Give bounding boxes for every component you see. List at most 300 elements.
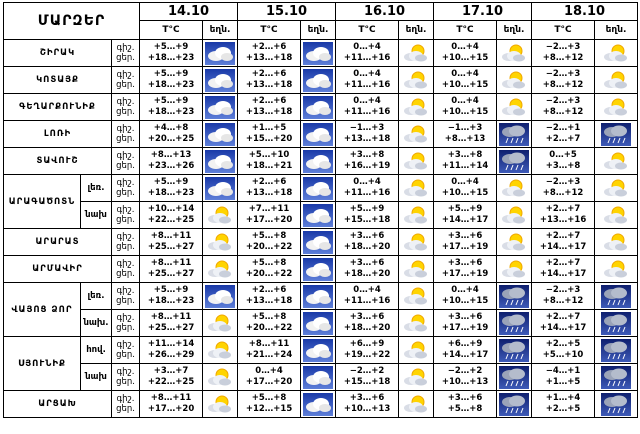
sun-cloud-icon — [595, 204, 637, 227]
temperature-cell — [434, 94, 497, 121]
night-temp: +4…+8 — [153, 123, 189, 133]
rain-cloud-icon — [595, 339, 637, 362]
day-label: ցեր. — [116, 80, 135, 90]
temp-col-header: T°C — [434, 21, 497, 40]
temperature-cell — [140, 94, 203, 121]
sun-cloud-icon — [203, 204, 237, 227]
sun-cloud-icon — [399, 231, 433, 254]
night-day-label — [112, 283, 140, 310]
temperature-cell — [532, 40, 595, 67]
temperature-cell — [140, 121, 203, 148]
night-temp: 0…+4 — [353, 177, 381, 187]
night-day-label — [112, 229, 140, 256]
weather-cell — [203, 202, 238, 229]
night-day-label — [112, 364, 140, 391]
night-temp: −1…+3 — [349, 123, 385, 133]
night-temp: +3…+6 — [447, 393, 483, 403]
rain-cloud-icon — [595, 285, 637, 308]
temperature-cell — [434, 67, 497, 94]
sun-cloud-icon — [399, 42, 433, 65]
weather-cell — [399, 391, 434, 418]
sub-area-label: հով. — [81, 337, 112, 364]
night-temp: 0…+4 — [451, 285, 479, 295]
temperature-cell — [532, 256, 595, 283]
night-temp: +2…+7 — [545, 258, 581, 268]
night-label: գիշ. — [116, 43, 135, 53]
day-temp: +18…+23 — [147, 107, 195, 117]
day-temp: +10…+15 — [441, 296, 489, 306]
weather-cell — [497, 40, 532, 67]
temperature-cell — [434, 337, 497, 364]
table-row — [4, 391, 638, 418]
weather-col-header: եղն. — [301, 21, 336, 40]
day-temp: +13…+18 — [245, 107, 293, 117]
region-name: ԼՈՌԻ — [4, 121, 112, 148]
weather-cell — [399, 337, 434, 364]
night-temp: +5…+9 — [153, 96, 189, 106]
day-label: ցեր. — [116, 377, 135, 387]
temperature-cell — [140, 310, 203, 337]
day-temp: +14…+17 — [441, 215, 489, 225]
temperature-cell — [434, 364, 497, 391]
weather-cell — [301, 175, 336, 202]
temperature-cell — [434, 202, 497, 229]
night-temp: +7…+11 — [248, 204, 290, 214]
temperature-cell — [532, 121, 595, 148]
day-label: ցեր. — [116, 323, 135, 333]
day-temp: +17…+19 — [441, 269, 489, 279]
cloud-icon — [203, 285, 237, 308]
day-temp: +13…+16 — [539, 215, 587, 225]
weather-cell — [399, 283, 434, 310]
temperature-cell — [336, 94, 399, 121]
day-temp: +17…+19 — [441, 323, 489, 333]
day-temp: +20…+22 — [245, 242, 293, 252]
weather-cell — [595, 40, 638, 67]
night-temp: 0…+5 — [549, 150, 577, 160]
temperature-cell — [532, 148, 595, 175]
rain-cloud-icon — [595, 393, 637, 416]
night-temp: +2…+6 — [251, 177, 287, 187]
temperature-cell — [140, 148, 203, 175]
weather-cell — [203, 94, 238, 121]
temperature-cell — [532, 283, 595, 310]
day-temp: +22…+25 — [147, 215, 195, 225]
temperature-cell — [238, 202, 301, 229]
weather-cell — [301, 229, 336, 256]
day-label: ցեր. — [116, 296, 135, 306]
region-name: ԿՈՏԱՅՔ — [4, 67, 112, 94]
region-name: ՇԻՐԱԿ — [4, 40, 112, 67]
temperature-cell — [434, 40, 497, 67]
weather-cell — [301, 283, 336, 310]
night-temp: +2…+7 — [545, 204, 581, 214]
day-temp: +5…+8 — [447, 404, 483, 414]
cloud-icon — [203, 150, 237, 173]
night-temp: +5…+9 — [153, 177, 189, 187]
day-temp: +12…+15 — [245, 404, 293, 414]
night-temp: +6…+9 — [447, 339, 483, 349]
day-temp: +11…+16 — [343, 107, 391, 117]
night-temp: +6…+9 — [349, 339, 385, 349]
day-label: ցեր. — [116, 404, 135, 414]
table-row — [4, 175, 638, 202]
night-temp: −2…+3 — [545, 96, 581, 106]
night-temp: 0…+4 — [353, 96, 381, 106]
night-temp: +5…+9 — [153, 42, 189, 52]
day-temp: +23…+26 — [147, 161, 195, 171]
date-header: 15.10 — [238, 3, 336, 21]
cloud-icon — [203, 69, 237, 92]
date-header: 16.10 — [336, 3, 434, 21]
weather-cell — [301, 40, 336, 67]
weather-cell — [399, 121, 434, 148]
day-temp: +15…+20 — [245, 134, 293, 144]
day-temp: +17…+20 — [147, 404, 195, 414]
cloud-icon — [203, 123, 237, 146]
temperature-cell — [532, 94, 595, 121]
sun-cloud-icon — [399, 123, 433, 146]
table-row — [4, 337, 638, 364]
day-temp: +15…+18 — [343, 377, 391, 387]
day-label: ցեր. — [116, 107, 135, 117]
sun-cloud-icon — [399, 393, 433, 416]
temperature-cell — [140, 40, 203, 67]
weather-cell — [399, 364, 434, 391]
day-temp: +3…+8 — [545, 161, 581, 171]
day-temp: +21…+24 — [245, 350, 293, 360]
temperature-cell — [140, 283, 203, 310]
region-name: ԱՐՄԱՎԻՐ — [4, 256, 112, 283]
night-temp: +3…+7 — [153, 366, 189, 376]
night-day-label — [112, 67, 140, 94]
day-temp: +10…+15 — [441, 80, 489, 90]
temperature-cell — [238, 148, 301, 175]
night-temp: +2…+6 — [251, 285, 287, 295]
day-label: ցեր. — [116, 134, 135, 144]
sub-area-label: լեռ. — [81, 175, 112, 202]
cloud-icon — [203, 96, 237, 119]
night-temp: −1…+3 — [447, 123, 483, 133]
day-temp: +26…+29 — [147, 350, 195, 360]
sun-cloud-icon — [497, 42, 531, 65]
temperature-cell — [434, 148, 497, 175]
temperature-cell — [532, 364, 595, 391]
sun-cloud-icon — [203, 366, 237, 389]
day-label: ցեր. — [116, 215, 135, 225]
table-row — [4, 202, 638, 229]
weather-cell — [399, 310, 434, 337]
sun-cloud-icon — [203, 258, 237, 281]
table-row — [4, 283, 638, 310]
sun-cloud-icon — [399, 258, 433, 281]
night-day-label — [112, 148, 140, 175]
day-temp: +11…+16 — [343, 296, 391, 306]
night-temp: +8…+11 — [248, 339, 290, 349]
cloud-icon — [301, 42, 335, 65]
weather-cell — [301, 67, 336, 94]
temperature-cell — [238, 391, 301, 418]
weather-cell — [399, 229, 434, 256]
day-temp: +8…+12 — [542, 107, 584, 117]
table-row — [4, 40, 638, 67]
weather-cell — [595, 94, 638, 121]
weather-col-header: եղն. — [497, 21, 532, 40]
weather-cell — [497, 67, 532, 94]
day-temp: +13…+18 — [245, 188, 293, 198]
day-temp: +25…+27 — [147, 323, 195, 333]
temperature-cell — [532, 202, 595, 229]
temperature-cell — [336, 283, 399, 310]
night-temp: +10…+14 — [147, 204, 195, 214]
weather-cell — [595, 229, 638, 256]
night-temp: 0…+4 — [451, 177, 479, 187]
night-label: գիշ. — [116, 70, 135, 80]
day-temp: +18…+20 — [343, 242, 391, 252]
rain-cloud-icon — [497, 150, 531, 173]
night-label: գիշ. — [116, 394, 135, 404]
cloud-icon — [301, 150, 335, 173]
temperature-cell — [336, 67, 399, 94]
night-temp: +3…+8 — [349, 150, 385, 160]
night-temp: 0…+4 — [353, 285, 381, 295]
weather-cell — [399, 256, 434, 283]
weather-cell — [595, 121, 638, 148]
temperature-cell — [336, 391, 399, 418]
weather-cell — [595, 175, 638, 202]
temperature-cell — [238, 121, 301, 148]
sun-cloud-icon — [595, 69, 637, 92]
table-row — [4, 67, 638, 94]
weather-cell — [497, 175, 532, 202]
cloud-icon — [301, 204, 335, 227]
region-name: ԳԵՂԱՐՔՈՒՆԻՔ — [4, 94, 112, 121]
night-day-label — [112, 121, 140, 148]
rain-cloud-icon — [497, 312, 531, 335]
day-temp: +25…+27 — [147, 242, 195, 252]
temperature-cell — [336, 256, 399, 283]
table-row — [4, 364, 638, 391]
sub-area-label: լեռ. — [81, 283, 112, 310]
temperature-cell — [140, 256, 203, 283]
sun-cloud-icon — [595, 231, 637, 254]
sun-cloud-icon — [497, 96, 531, 119]
day-temp: +17…+20 — [245, 215, 293, 225]
cloud-icon — [301, 177, 335, 200]
night-temp: +3…+8 — [447, 150, 483, 160]
night-temp: −2…+1 — [545, 123, 581, 133]
night-temp: +3…+6 — [349, 312, 385, 322]
temperature-cell — [238, 94, 301, 121]
day-temp: +18…+23 — [147, 296, 195, 306]
rain-cloud-icon — [497, 285, 531, 308]
weather-cell — [399, 202, 434, 229]
cloud-icon — [301, 69, 335, 92]
night-temp: −2…+3 — [545, 69, 581, 79]
day-temp: +20…+25 — [147, 134, 195, 144]
day-temp: +20…+22 — [245, 323, 293, 333]
weather-cell — [497, 310, 532, 337]
sun-cloud-icon — [399, 96, 433, 119]
sun-cloud-icon — [399, 366, 433, 389]
day-temp: +11…+16 — [343, 188, 391, 198]
temp-col-header: T°C — [238, 21, 301, 40]
night-temp: −2…+3 — [545, 285, 581, 295]
cloud-icon — [301, 123, 335, 146]
regions-header: ՄԱՐԶԵՐ — [4, 3, 140, 40]
table-row — [4, 229, 638, 256]
night-label: գիշ. — [116, 286, 135, 296]
sub-area-label: նախ — [81, 202, 112, 229]
night-day-label — [112, 310, 140, 337]
temperature-cell — [140, 175, 203, 202]
night-temp: 0…+4 — [353, 42, 381, 52]
weather-cell — [301, 121, 336, 148]
day-label: ցեր. — [116, 53, 135, 63]
night-temp: +3…+6 — [349, 231, 385, 241]
weather-cell — [595, 364, 638, 391]
day-temp: +10…+15 — [441, 188, 489, 198]
weather-cell — [203, 175, 238, 202]
temperature-cell — [238, 229, 301, 256]
rain-cloud-icon — [595, 366, 637, 389]
day-temp: +8…+12 — [542, 296, 584, 306]
temperature-cell — [434, 175, 497, 202]
temperature-cell — [238, 175, 301, 202]
night-temp: +5…+9 — [153, 285, 189, 295]
sun-cloud-icon — [399, 150, 433, 173]
temperature-cell — [238, 283, 301, 310]
day-temp: +14…+17 — [539, 269, 587, 279]
sun-cloud-icon — [595, 258, 637, 281]
weather-cell — [301, 337, 336, 364]
sun-cloud-icon — [399, 204, 433, 227]
table-row — [4, 148, 638, 175]
day-temp: +18…+23 — [147, 188, 195, 198]
table-row — [4, 94, 638, 121]
night-temp: +3…+6 — [349, 258, 385, 268]
temperature-cell — [336, 337, 399, 364]
weather-col-header: եղն. — [595, 21, 638, 40]
night-temp: +3…+6 — [349, 393, 385, 403]
weather-cell — [203, 40, 238, 67]
temperature-cell — [434, 121, 497, 148]
temperature-cell — [238, 256, 301, 283]
sun-cloud-icon — [203, 231, 237, 254]
weather-cell — [399, 175, 434, 202]
day-temp: +14…+17 — [539, 323, 587, 333]
sun-cloud-icon — [399, 312, 433, 335]
weather-cell — [595, 391, 638, 418]
region-name: ՏԱՎՈՒՇ — [4, 148, 112, 175]
night-day-label — [112, 391, 140, 418]
night-temp: +1…+4 — [545, 393, 581, 403]
sun-cloud-icon — [399, 177, 433, 200]
night-temp: +2…+7 — [545, 231, 581, 241]
temperature-cell — [532, 310, 595, 337]
sun-cloud-icon — [203, 312, 237, 335]
cloud-icon — [203, 42, 237, 65]
cloud-icon — [301, 366, 335, 389]
temperature-cell — [140, 229, 203, 256]
sub-area-label: նախ. — [81, 310, 112, 337]
day-temp: +25…+27 — [147, 269, 195, 279]
day-temp: +13…+18 — [245, 80, 293, 90]
night-temp: 0…+4 — [451, 42, 479, 52]
night-day-label — [112, 175, 140, 202]
day-temp: +2…+7 — [545, 134, 581, 144]
temperature-cell — [140, 391, 203, 418]
sun-cloud-icon — [203, 339, 237, 362]
day-temp: +10…+13 — [343, 404, 391, 414]
weather-cell — [203, 229, 238, 256]
night-temp: +8…+13 — [150, 150, 192, 160]
weather-cell — [497, 121, 532, 148]
temperature-cell — [336, 175, 399, 202]
weather-cell — [497, 337, 532, 364]
temperature-cell — [140, 364, 203, 391]
day-temp: +8…+12 — [542, 188, 584, 198]
night-day-label — [112, 40, 140, 67]
night-label: գիշ. — [116, 340, 135, 350]
temperature-cell — [336, 121, 399, 148]
sun-cloud-icon — [399, 285, 433, 308]
weather-cell — [301, 148, 336, 175]
temperature-cell — [434, 229, 497, 256]
day-temp: +18…+20 — [343, 323, 391, 333]
cloud-icon — [301, 231, 335, 254]
day-temp: +14…+17 — [441, 350, 489, 360]
rain-cloud-icon — [595, 312, 637, 335]
sun-cloud-icon — [595, 177, 637, 200]
weather-cell — [399, 148, 434, 175]
table-row — [4, 310, 638, 337]
night-temp: +8…+11 — [150, 258, 192, 268]
night-day-label — [112, 202, 140, 229]
day-temp: +8…+13 — [444, 134, 486, 144]
night-temp: +3…+6 — [447, 231, 483, 241]
day-label: ցեր. — [116, 161, 135, 171]
night-temp: +8…+11 — [150, 312, 192, 322]
rain-cloud-icon — [497, 393, 531, 416]
night-temp: +5…+9 — [349, 204, 385, 214]
night-temp: +2…+6 — [251, 96, 287, 106]
cloud-icon — [203, 177, 237, 200]
temperature-cell — [532, 337, 595, 364]
weather-cell — [497, 229, 532, 256]
cloud-icon — [301, 393, 335, 416]
night-temp: +5…+8 — [251, 393, 287, 403]
weather-cell — [203, 121, 238, 148]
day-temp: +10…+15 — [441, 53, 489, 63]
night-temp: −2…+3 — [545, 177, 581, 187]
rain-cloud-icon — [497, 339, 531, 362]
temperature-cell — [336, 229, 399, 256]
weather-cell — [203, 391, 238, 418]
day-temp: +18…+20 — [343, 269, 391, 279]
night-temp: +2…+7 — [545, 312, 581, 322]
temperature-cell — [532, 391, 595, 418]
weather-cell — [595, 283, 638, 310]
sun-cloud-icon — [497, 258, 531, 281]
date-header: 14.10 — [140, 3, 238, 21]
night-temp: +1…+5 — [251, 123, 287, 133]
temperature-cell — [434, 283, 497, 310]
night-temp: +2…+6 — [251, 69, 287, 79]
temperature-cell — [238, 364, 301, 391]
weather-cell — [497, 391, 532, 418]
night-temp: +5…+8 — [251, 258, 287, 268]
